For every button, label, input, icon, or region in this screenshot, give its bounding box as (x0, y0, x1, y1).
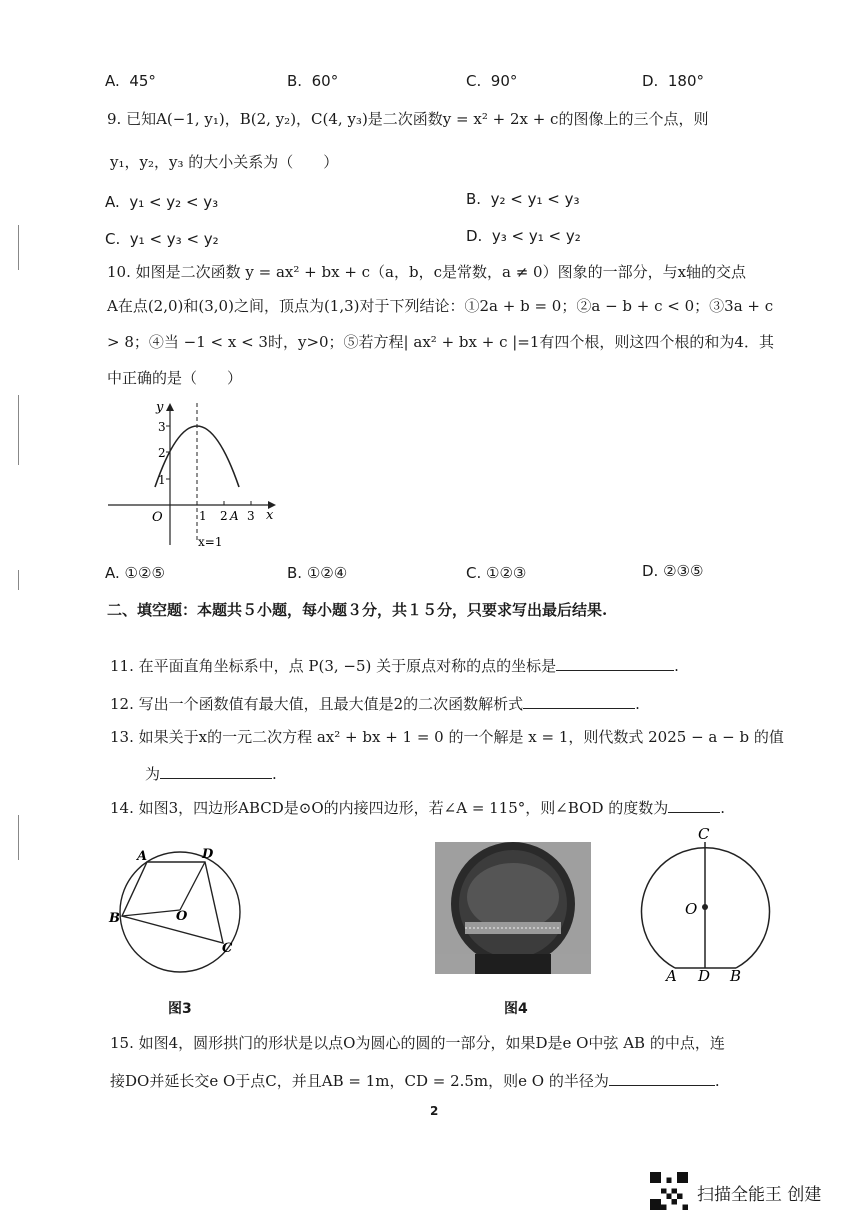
q15-line2: 接DO并延长交e O于点C，并且AB = 1m，CD = 2.5m，则e O 的半径为 . (110, 1069, 720, 1091)
q15-line1: 15. 如图4，圆形拱门的形状是以点O为圆心的圆的一部分，如果D是e O中弦 AB 的中点，连 (110, 1034, 725, 1052)
answer-blank (160, 762, 272, 779)
figure-4-caption: 图4 (504, 1001, 528, 1017)
section-heading: 二、填空题：本题共５小题，每小题３分，共１５分，只要求写出最后结果. (107, 601, 608, 619)
tick-label-x2: 2 (220, 509, 228, 523)
segment-bo (122, 910, 180, 916)
q9-option-d: D. y₃ < y₁ < y₂ (466, 227, 581, 245)
q9-option-b: B. y₂ < y₁ < y₃ (466, 190, 580, 208)
page-number: 2 (430, 1104, 439, 1118)
q11: 11. 在平面直角坐标系中，点 P(3, −5) 关于原点对称的点的坐标是 . (110, 654, 679, 676)
label-c: C (222, 941, 233, 956)
q12: 12. 写出一个函数值有最大值，且最大值是2的二次函数解析式 . (110, 692, 640, 714)
q10-option-b: B. ①②④ (287, 564, 348, 582)
scan-edge-mark (18, 395, 19, 465)
q10-stem-line1: 10. 如图是二次函数 y = ax² + bx + c（a，b，c是常数，a ≠ 0）图象的一部分，与x轴的交点 (107, 263, 747, 281)
parabola-curve (155, 426, 239, 487)
q13-line2-text: 为 (145, 765, 161, 783)
qr-code-icon (650, 1172, 688, 1210)
y-axis-arrow (166, 403, 174, 411)
scan-edge-mark (18, 570, 19, 590)
tick-label-x3: 3 (247, 509, 255, 523)
label-d: D (698, 967, 711, 985)
y-label: y (156, 400, 164, 415)
answer-blank (609, 1069, 715, 1086)
q8-option-a: A. 45° (105, 72, 156, 90)
footer-brand: 扫描全能王 创建 (697, 1185, 822, 1205)
q8-option-c: C. 90° (466, 72, 518, 90)
q13-line2: 为 . (145, 762, 277, 784)
q9-option-a: A. y₁ < y₂ < y₃ (105, 193, 219, 211)
tick-label-y1: 1 (158, 473, 166, 487)
segment-od (180, 862, 205, 910)
q11-text: 11. 在平面直角坐标系中，点 P(3, −5) 关于原点对称的点的坐标是 (110, 657, 557, 675)
q10-stem-line2: A在点(2,0)和(3,0)之间，顶点为(1,3)对于下列结论：①2a + b = 0；②a − b + c < 0；③3a + c (107, 297, 774, 315)
answer-blank (523, 692, 635, 709)
label-c: C (698, 825, 710, 843)
q14: 14. 如图3，四边形ABCD是⊙O的内接四边形，若∠A = 115°，则∠BOD 的度数为 . (110, 796, 725, 818)
q10-option-a: A. ①②⑤ (105, 564, 165, 582)
figure-3-caption: 图3 (168, 1001, 192, 1017)
parabola-graph (100, 395, 290, 555)
q9-stem-line2: y₁，y₂，y₃ 的大小关系为（ ） (110, 153, 339, 171)
answer-blank (556, 654, 674, 671)
center-o (702, 904, 708, 910)
answer-blank (668, 796, 720, 813)
tick-label-y2: 2 (158, 446, 166, 460)
round-archway-photo (435, 842, 591, 974)
q9-option-c: C. y₁ < y₃ < y₂ (105, 230, 219, 248)
q10-option-c: C. ①②③ (466, 564, 527, 582)
scan-edge-mark (18, 225, 19, 270)
symmetry-axis-label: x=1 (198, 535, 223, 549)
figure-4-arch-diagram (632, 820, 782, 988)
q14-text: 14. 如图3，四边形ABCD是⊙O的内接四边形，若∠A = 115°，则∠BOD 的度数为 (110, 799, 669, 817)
label-o: O (685, 900, 698, 918)
label-o: O (176, 909, 188, 924)
q13-line1: 13. 如果关于x的一元二次方程 ax² + bx + 1 = 0 的一个解是 x = 1，则代数式 2025 − a − b 的值 (110, 728, 784, 746)
q12-text: 12. 写出一个函数值有最大值，且最大值是2的二次函数解析式 (110, 695, 524, 713)
x-label: x (266, 508, 274, 523)
q10-stem-line3: > 8；④当 −1 < x < 3时，y>0；⑤若方程| ax² + bx + c |=1有四个根，则这四个根的和为4．其 (107, 333, 774, 351)
q10-stem-line4: 中正确的是（ ） (107, 369, 243, 387)
scan-edge-mark (18, 815, 19, 860)
q15-line2-text: 接DO并延长交e O于点C，并且AB = 1m，CD = 2.5m，则e O 的半径为 (110, 1072, 609, 1090)
label-d: D (202, 847, 214, 862)
q8-option-d: D. 180° (642, 72, 705, 90)
q8-option-b: B. 60° (287, 72, 339, 90)
label-b: B (730, 967, 742, 985)
label-b: B (109, 911, 120, 926)
label-a: A (666, 967, 677, 985)
tick-label-x1: 1 (199, 509, 207, 523)
quadrilateral-abcd (122, 862, 223, 943)
point-a-label: A (230, 509, 239, 523)
tick-label-y3: 3 (158, 420, 166, 434)
label-a: A (137, 849, 148, 864)
q9-stem-line1: 9. 已知A(−1, y₁)，B(2, y₂)，C(4, y₃)是二次函数y = x² + 2x + c的图像上的三个点，则 (107, 110, 709, 128)
origin-label: O (152, 510, 163, 525)
figure-3-inscribed-quadrilateral (105, 840, 255, 980)
q10-option-d: D. ②③⑤ (642, 562, 704, 580)
